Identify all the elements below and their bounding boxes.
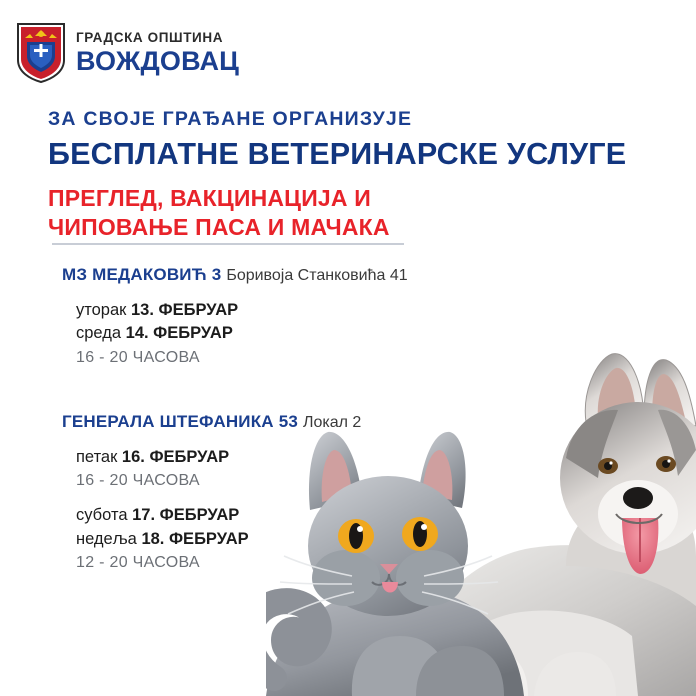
schedule-date: 14. ФЕБРУАР [125, 324, 233, 343]
logo-big-text: ВОЖДОВАЦ [76, 45, 240, 76]
schedule-hours: 16 - 20 ЧАСОВА [76, 348, 200, 366]
schedule-day [76, 504, 482, 527]
location-title-2 [62, 412, 482, 432]
location-block-2 [62, 412, 482, 572]
schedule-day [76, 446, 482, 469]
headline-block [48, 108, 660, 243]
section-divider [52, 243, 404, 245]
coat-of-arms-icon [14, 22, 68, 84]
schedule-date: 18. ФЕБРУАР [141, 529, 249, 548]
schedule-date: 13. ФЕБРУАР [130, 301, 239, 319]
location-name-1: МЗ МЕДАКОВИЋ 3 [62, 265, 222, 284]
municipality-logo [14, 22, 239, 84]
headline-line-1: ЗА СВОЈЕ ГРАЂАНЕ ОРГАНИЗУЈЕ [48, 108, 413, 130]
headline-line-4: ЧИПОВАЊЕ ПАСА И МАЧАКА [48, 214, 390, 241]
schedule-weekday: петак [76, 448, 122, 466]
schedule-hours: 12 - 20 ЧАСОВА [76, 554, 200, 572]
location-name-2: ГЕНЕРАЛА ШТЕФАНИКА 53 [62, 412, 298, 431]
schedule-weekday: субота [76, 506, 133, 525]
location-title-1 [62, 265, 482, 285]
headline-line-2: БЕСПЛАТНЕ ВЕТЕРИНАРСКЕ УСЛУГЕ [48, 137, 627, 171]
logo-text [76, 31, 239, 75]
location-address-1: Боривоја Станковића 41 [226, 267, 408, 284]
schedule-weekday: среда [76, 324, 126, 343]
schedule-hours: 16 - 20 ЧАСОВА [76, 472, 200, 490]
schedule-day [76, 299, 482, 322]
schedule-slot [76, 504, 482, 572]
schedule-slot [76, 299, 482, 367]
location-address-2: Локал 2 [302, 414, 362, 431]
schedule-weekday: уторак [76, 301, 131, 319]
location-block-1 [62, 265, 482, 367]
schedule-date: 16. ФЕБРУАР [121, 448, 230, 466]
schedule-date: 17. ФЕБРУАР [132, 506, 240, 525]
schedule-day [76, 528, 482, 551]
schedule-weekday: недеља [76, 529, 142, 548]
schedule-slot [76, 446, 482, 490]
schedule-day [76, 322, 482, 345]
headline-line-3: ПРЕГЛЕД, ВАКЦИНАЦИЈА И [48, 185, 372, 211]
logo-small-text: ГРАДСКА ОПШТИНА [76, 30, 224, 46]
